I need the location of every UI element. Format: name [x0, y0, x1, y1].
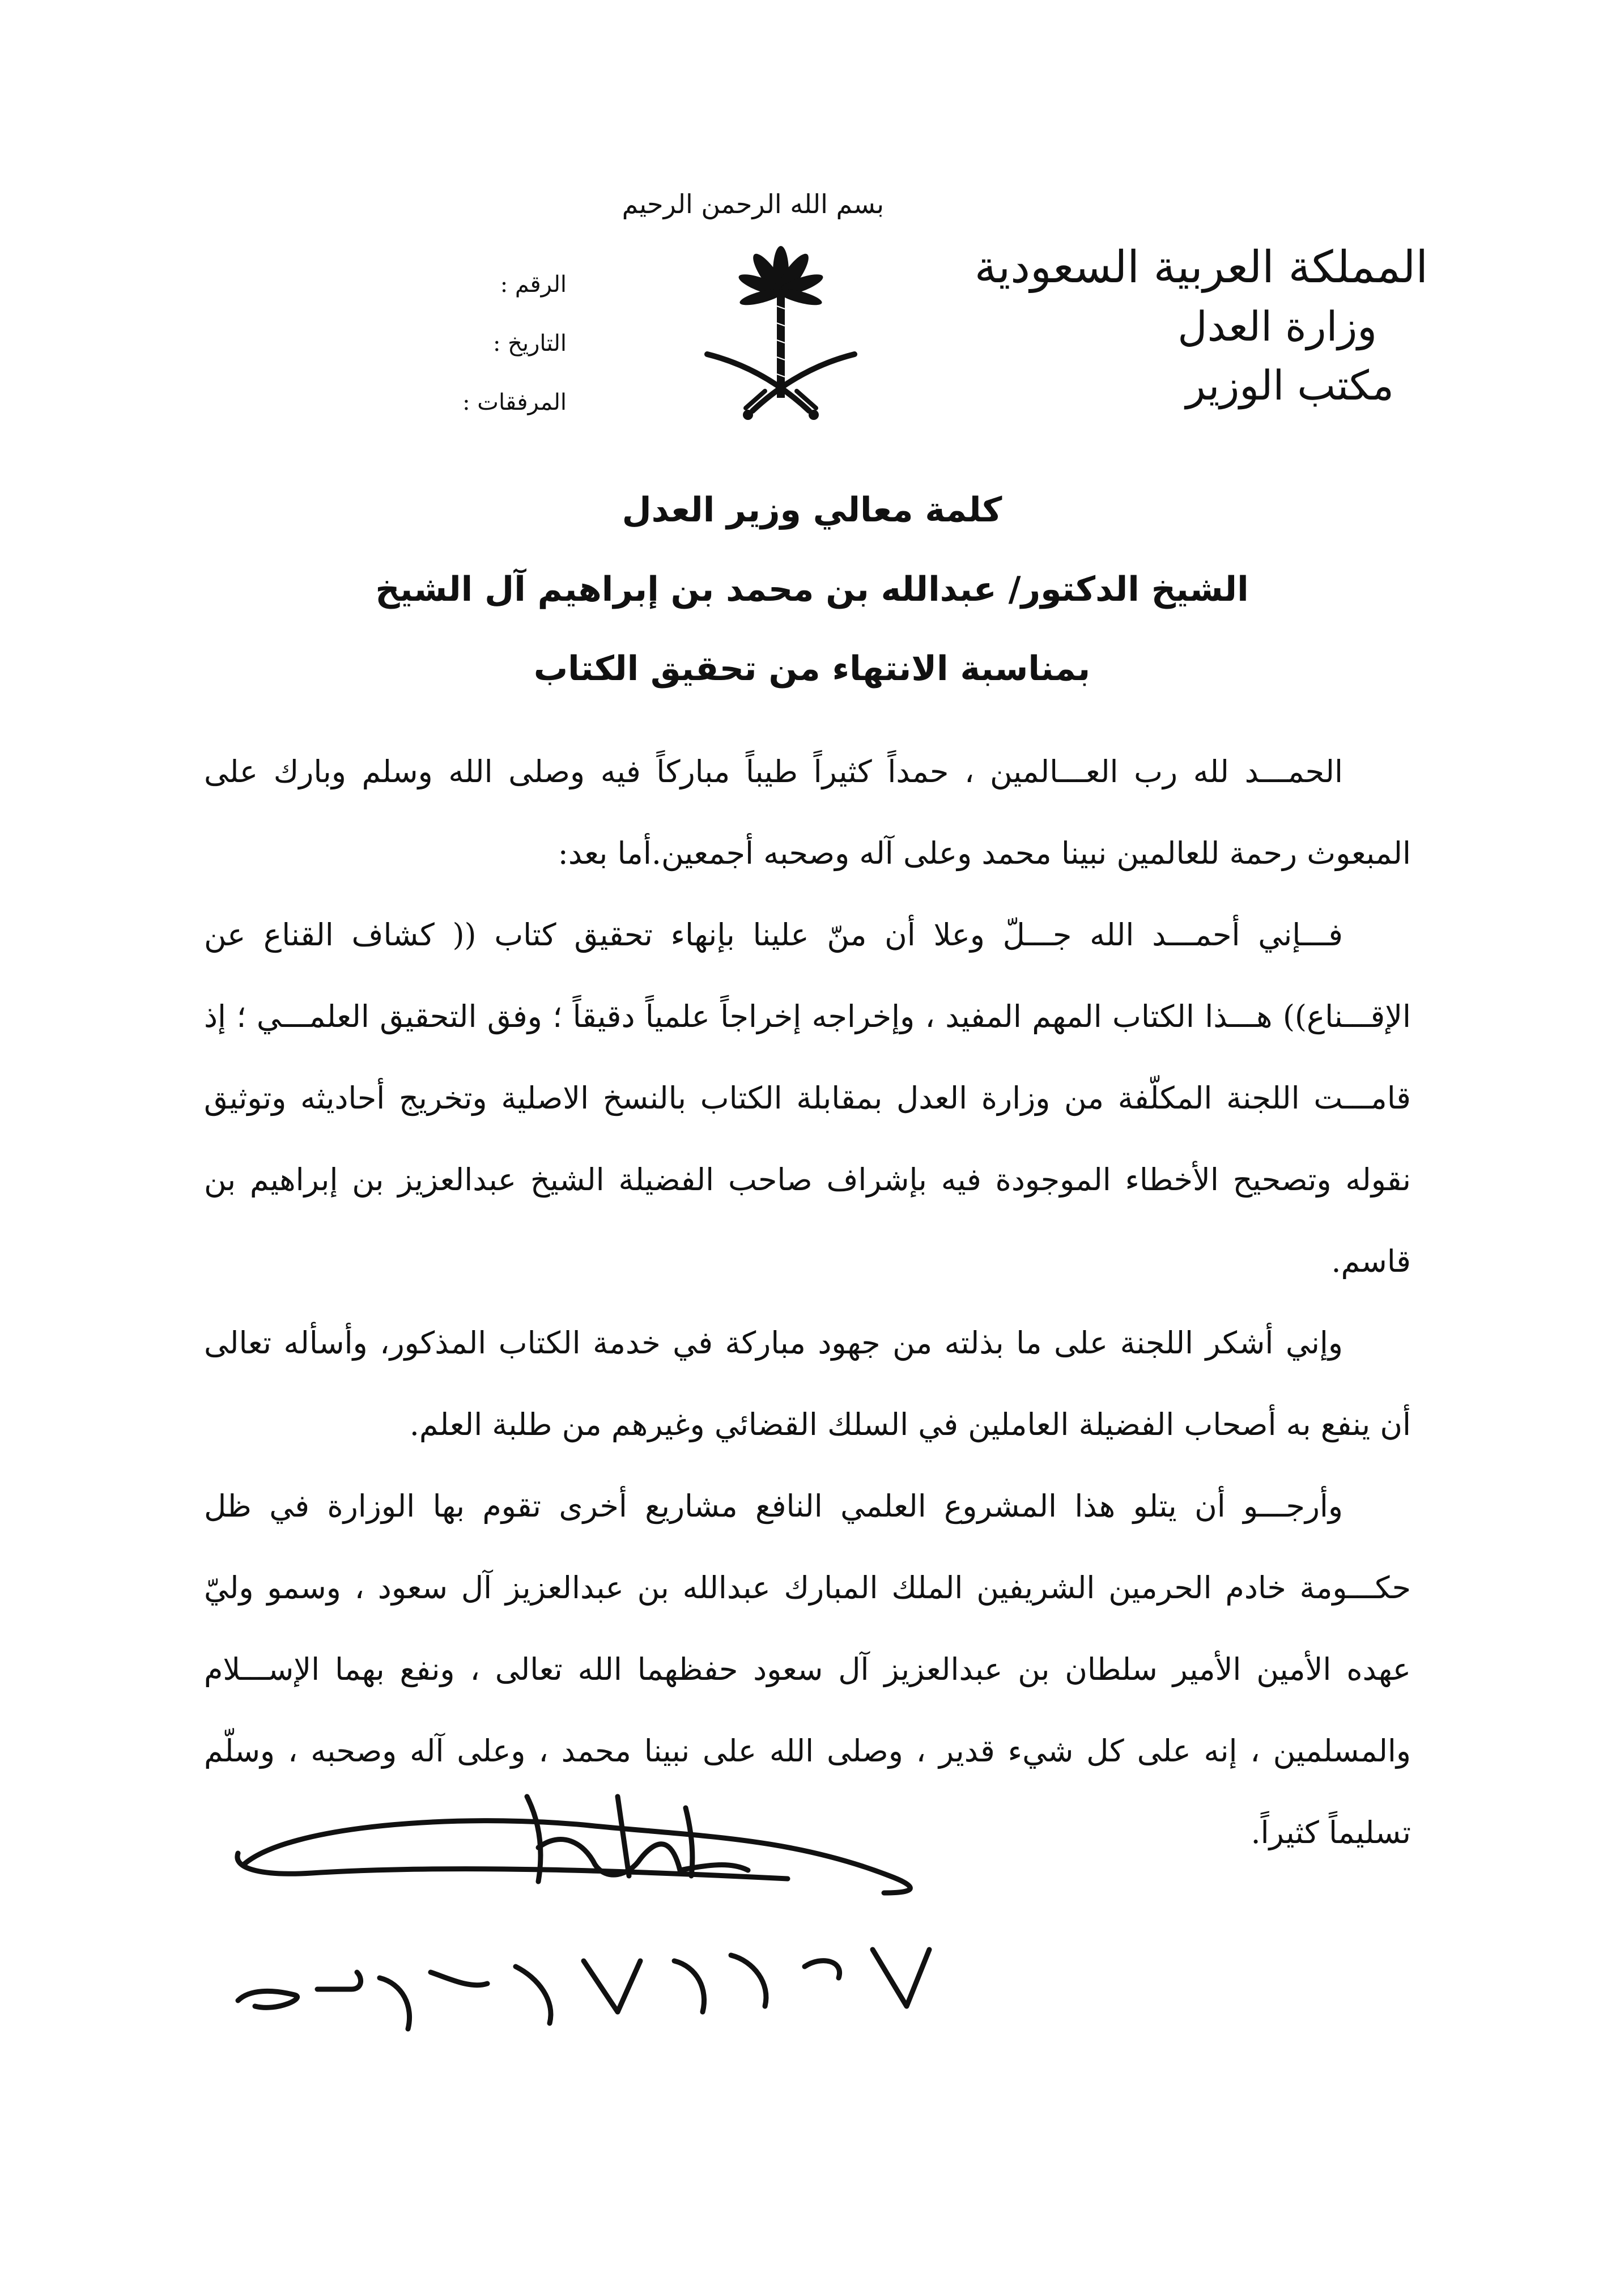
letterhead-ministry: وزارة العدل: [1177, 303, 1377, 350]
handwritten-signature: [221, 1763, 975, 2080]
title-author: الشيخ الدكتور/ عبدالله بن محمد بن إبراهيم آل الشيخ: [375, 570, 1249, 609]
letter-body: [204, 731, 1411, 1874]
paragraph-closing: وأرجـــو أن يتلو هذا المشروع العلمي النافع مشاريع أخرى تقوم بها الوزارة في ظل حكـــومة خادم الحرمين الشريفين الملك المبارك عبدالله بن عبدالعزيز آل سعود ، وسمو وليّ عهده الأمين الأمير سلطان بن عبدالعزيز آل سعود حفظهما الله تعالى ، ونفع بهما الإســـلام والمسلمين ، إنه على كل شيء قدير ، وصلى الله على نبينا محمد ، وعلى آله وصحبه ، وسلّم تسليماً كثيراً.: [204, 1488, 1411, 1850]
saudi-emblem-icon: [696, 238, 866, 431]
ministry-letterhead: [974, 238, 1428, 419]
meta-attachments-label: المرفقات :: [462, 389, 567, 415]
letterhead-office: مكتب الوزير: [1185, 362, 1394, 409]
document-titles: [170, 470, 1454, 708]
title-occasion: بمناسبة الانتهاء من تحقيق الكتاب: [533, 649, 1091, 689]
paragraph-announcement: فـــإني أحمـــد الله جـــلّ وعلا أن منّ علينا بإنهاء تحقيق كتاب (( كشاف القناع عن الإقـــناع)) هـــذا الكتاب المهم المفيد ، وإخراجه إخراجاً علمياً دقيقاً ؛ وفق التحقيق العلمـــي ؛ إذ قامـــت اللجنة المكلّفة من وزارة العدل بمقابلة الكتاب بالنسخ الاصلية وتخريج أحاديثه وتوثيق نقوله وتصحيح الأخطاء الموجودة فيه بإشراف صاحب الفضيلة الشيخ عبدالعزيز بن إبراهيم بن قاسم.: [204, 917, 1411, 1279]
paragraph-opening: الحمـــد لله رب العـــالمين ، حمداً كثيراً طيباً مباركاً فيه وصلى الله وسلم وبارك على المبعوث رحمة للعالمين نبينا محمد وعلى آله وصحبه أجمعين.أما بعد:: [204, 754, 1411, 871]
paragraph-thanks: وإني أشكر اللجنة على ما بذلته من جهود مباركة في خدمة الكتاب المذكور، وأسأله تعالى أن ينفع به أصحاب الفضيلة العاملين في السلك القضائي وغيرهم من طلبة العلم.: [204, 1325, 1411, 1442]
meta-number-label: الرقم :: [500, 271, 567, 298]
basmala: بسم الله الرحمن الرحيم: [622, 189, 884, 219]
meta-date-label: التاريخ :: [492, 330, 567, 356]
letter-meta-fields: [397, 255, 567, 425]
title-speech: كلمة معالي وزير العدل: [622, 490, 1002, 530]
letterhead-country: المملكة العربية السعودية: [974, 242, 1428, 293]
